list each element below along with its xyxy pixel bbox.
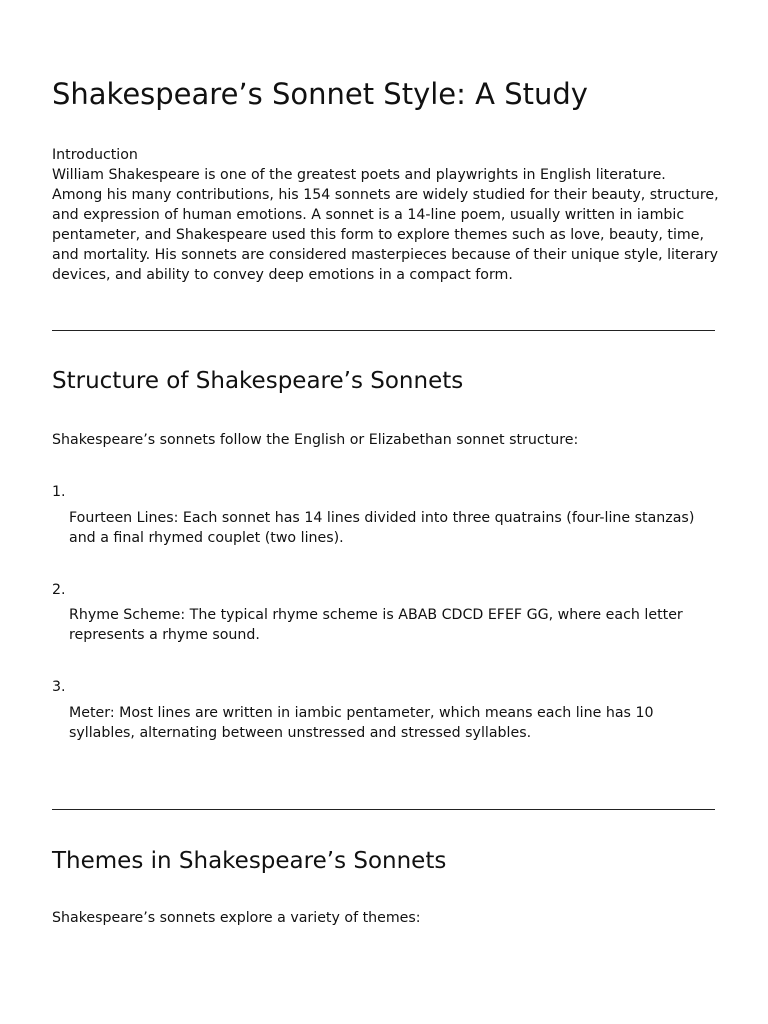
list-item-text: Rhyme Scheme: The typical rhyme scheme is ABAB CDCD EFEF GG, where each letter represents a rhyme sound. <box>69 607 683 643</box>
list-item-text: Fourteen Lines: Each sonnet has 14 lines divided into three quatrains (four-line stanzas) and a final rhymed couplet (two lines). <box>69 510 695 546</box>
introduction-heading: Introduction <box>52 147 138 163</box>
introduction-paragraph <box>52 145 720 285</box>
structure-heading: Structure of Shakespeare’s Sonnets <box>52 368 464 394</box>
list-item-number: 3. <box>52 679 66 695</box>
list-item-number: 2. <box>52 582 66 598</box>
introduction-body: William Shakespeare is one of the greatest poets and playwrights in English literature. Among his many contributions, his 154 sonnets are widely studied for their beauty, structure, and expression of human emotions. A sonnet is a 14-line poem, usually written in iambic pentameter, and Shakespeare used this form to explore themes such as love, beauty, time, and mortality. His sonnets are considered masterpieces because of their unique style, literary devices, and ability to convey deep emotions in a compact form. <box>52 167 719 283</box>
section-divider <box>52 330 715 331</box>
structure-lead: Shakespeare’s sonnets follow the English or Elizabethan sonnet structure: <box>52 432 579 448</box>
themes-lead: Shakespeare’s sonnets explore a variety of themes: <box>52 910 421 926</box>
document-title: Shakespeare’s Sonnet Style: A Study <box>52 77 588 111</box>
themes-heading: Themes in Shakespeare’s Sonnets <box>52 848 447 874</box>
list-item-number: 1. <box>52 484 66 500</box>
list-item-text: Meter: Most lines are written in iambic pentameter, which means each line has 10 syllables, alternating between unstressed and stressed syllables. <box>69 705 654 741</box>
section-divider <box>52 809 715 810</box>
